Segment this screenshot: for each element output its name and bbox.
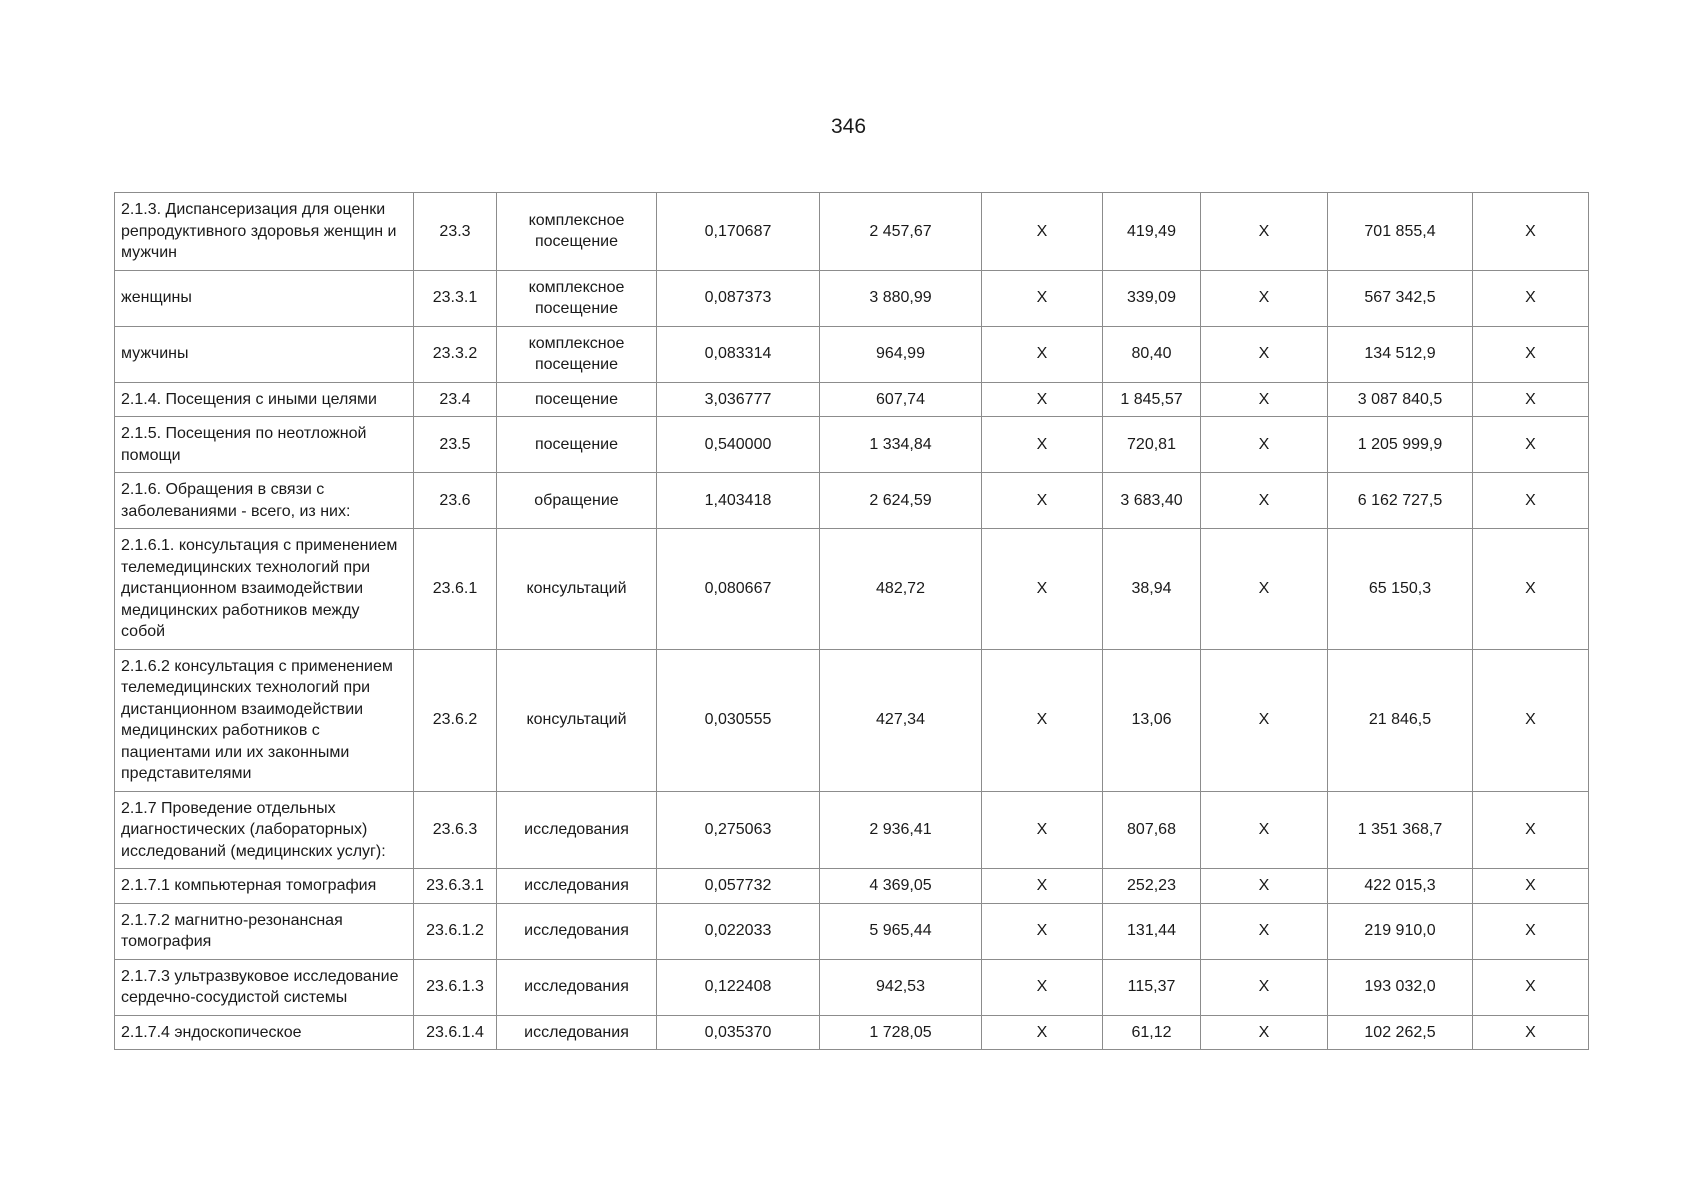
row-name-cell: 2.1.7 Проведение отдельных диагностических (лабораторных) исследований (медицинских услуг):: [115, 791, 414, 869]
row-x-marker-cell: X: [982, 1015, 1103, 1050]
table-row: [115, 959, 1589, 1015]
row-x-marker-cell: X: [1473, 903, 1589, 959]
row-x-marker-cell: X: [1201, 270, 1328, 326]
row-per-capita-cell: 720,81: [1103, 417, 1201, 473]
row-x-marker-cell: X: [1473, 193, 1589, 271]
table-row: [115, 529, 1589, 650]
row-code-cell: 23.6.2: [414, 649, 497, 791]
row-unit-cell: консультаций: [497, 649, 657, 791]
row-x-marker-cell: X: [1201, 382, 1328, 417]
row-unit-cell: консультаций: [497, 529, 657, 650]
row-name-cell: 2.1.7.1 компьютерная томография: [115, 869, 414, 904]
row-cost-cell: 1 334,84: [820, 417, 982, 473]
row-x-marker-cell: X: [982, 959, 1103, 1015]
page-number: 346: [830, 115, 867, 138]
row-unit-cell: посещение: [497, 382, 657, 417]
row-total-cell: 1 205 999,9: [1328, 417, 1473, 473]
row-x-marker-cell: X: [1201, 649, 1328, 791]
row-code-cell: 23.5: [414, 417, 497, 473]
row-x-marker-cell: X: [1473, 869, 1589, 904]
row-unit-cell: комплексное посещение: [497, 193, 657, 271]
medical-care-table: [114, 192, 1589, 1050]
row-code-cell: 23.3.2: [414, 326, 497, 382]
table-row: [115, 649, 1589, 791]
table-row: [115, 382, 1589, 417]
row-name-cell: 2.1.4. Посещения с иными целями: [115, 382, 414, 417]
row-x-marker-cell: X: [982, 791, 1103, 869]
row-name-cell: женщины: [115, 270, 414, 326]
row-cost-cell: 942,53: [820, 959, 982, 1015]
row-unit-cell: комплексное посещение: [497, 270, 657, 326]
row-per-capita-cell: 252,23: [1103, 869, 1201, 904]
row-name-cell: 2.1.7.3 ультразвуковое исследование сердечно-сосудистой системы: [115, 959, 414, 1015]
row-unit-cell: исследования: [497, 903, 657, 959]
row-name-cell: 2.1.7.2 магнитно-резонансная томография: [115, 903, 414, 959]
row-x-marker-cell: X: [1473, 791, 1589, 869]
row-x-marker-cell: X: [1473, 959, 1589, 1015]
row-name-cell: мужчины: [115, 326, 414, 382]
row-x-marker-cell: X: [982, 382, 1103, 417]
row-code-cell: 23.4: [414, 382, 497, 417]
row-per-capita-cell: 131,44: [1103, 903, 1201, 959]
row-norm-cell: 0,087373: [657, 270, 820, 326]
row-cost-cell: 1 728,05: [820, 1015, 982, 1050]
row-norm-cell: 0,540000: [657, 417, 820, 473]
row-norm-cell: 0,035370: [657, 1015, 820, 1050]
row-x-marker-cell: X: [1473, 1015, 1589, 1050]
row-cost-cell: 427,34: [820, 649, 982, 791]
row-code-cell: 23.6.3: [414, 791, 497, 869]
row-norm-cell: 0,275063: [657, 791, 820, 869]
row-per-capita-cell: 61,12: [1103, 1015, 1201, 1050]
row-unit-cell: обращение: [497, 473, 657, 529]
row-unit-cell: исследования: [497, 869, 657, 904]
row-code-cell: 23.6.1.3: [414, 959, 497, 1015]
row-x-marker-cell: X: [1473, 326, 1589, 382]
row-code-cell: 23.6.3.1: [414, 869, 497, 904]
row-total-cell: 134 512,9: [1328, 326, 1473, 382]
row-cost-cell: 2 457,67: [820, 193, 982, 271]
row-cost-cell: 4 369,05: [820, 869, 982, 904]
row-per-capita-cell: 807,68: [1103, 791, 1201, 869]
row-cost-cell: 2 936,41: [820, 791, 982, 869]
row-code-cell: 23.6: [414, 473, 497, 529]
row-cost-cell: 3 880,99: [820, 270, 982, 326]
row-name-cell: 2.1.6.2 консультация с применением телемедицинских технологий при дистанционном взаимодействии медицинских работников с пациентами или их законными представителями: [115, 649, 414, 791]
row-x-marker-cell: X: [982, 473, 1103, 529]
row-x-marker-cell: X: [1473, 270, 1589, 326]
row-x-marker-cell: X: [1201, 869, 1328, 904]
row-total-cell: 6 162 727,5: [1328, 473, 1473, 529]
row-cost-cell: 5 965,44: [820, 903, 982, 959]
row-per-capita-cell: 80,40: [1103, 326, 1201, 382]
row-code-cell: 23.6.1.2: [414, 903, 497, 959]
row-per-capita-cell: 419,49: [1103, 193, 1201, 271]
row-x-marker-cell: X: [1473, 417, 1589, 473]
row-cost-cell: 964,99: [820, 326, 982, 382]
row-total-cell: 21 846,5: [1328, 649, 1473, 791]
row-cost-cell: 2 624,59: [820, 473, 982, 529]
row-per-capita-cell: 1 845,57: [1103, 382, 1201, 417]
table-row: [115, 417, 1589, 473]
row-unit-cell: посещение: [497, 417, 657, 473]
table-row: [115, 1015, 1589, 1050]
table-row: [115, 473, 1589, 529]
row-x-marker-cell: X: [1201, 1015, 1328, 1050]
row-norm-cell: 3,036777: [657, 382, 820, 417]
row-x-marker-cell: X: [1201, 903, 1328, 959]
row-name-cell: 2.1.5. Посещения по неотложной помощи: [115, 417, 414, 473]
row-per-capita-cell: 3 683,40: [1103, 473, 1201, 529]
row-name-cell: 2.1.6.1. консультация с применением телемедицинских технологий при дистанционном взаимодействии медицинских работников между собой: [115, 529, 414, 650]
row-name-cell: 2.1.7.4 эндоскопическое: [115, 1015, 414, 1050]
row-x-marker-cell: X: [982, 193, 1103, 271]
row-x-marker-cell: X: [982, 529, 1103, 650]
row-x-marker-cell: X: [982, 326, 1103, 382]
row-x-marker-cell: X: [1473, 529, 1589, 650]
row-unit-cell: исследования: [497, 791, 657, 869]
row-norm-cell: 0,170687: [657, 193, 820, 271]
table-row: [115, 869, 1589, 904]
row-x-marker-cell: X: [1201, 417, 1328, 473]
row-x-marker-cell: X: [982, 649, 1103, 791]
row-norm-cell: 0,022033: [657, 903, 820, 959]
row-x-marker-cell: X: [982, 869, 1103, 904]
table-row: [115, 903, 1589, 959]
row-total-cell: 3 087 840,5: [1328, 382, 1473, 417]
row-x-marker-cell: X: [1201, 791, 1328, 869]
row-cost-cell: 607,74: [820, 382, 982, 417]
row-x-marker-cell: X: [1201, 326, 1328, 382]
row-per-capita-cell: 38,94: [1103, 529, 1201, 650]
row-norm-cell: 0,122408: [657, 959, 820, 1015]
row-norm-cell: 0,083314: [657, 326, 820, 382]
row-name-cell: 2.1.3. Диспансеризация для оценки репродуктивного здоровья женщин и мужчин: [115, 193, 414, 271]
row-name-cell: 2.1.6. Обращения в связи с заболеваниями - всего, из них:: [115, 473, 414, 529]
row-code-cell: 23.3.1: [414, 270, 497, 326]
row-x-marker-cell: X: [982, 903, 1103, 959]
row-x-marker-cell: X: [1201, 959, 1328, 1015]
row-code-cell: 23.6.1.4: [414, 1015, 497, 1050]
row-unit-cell: комплексное посещение: [497, 326, 657, 382]
row-total-cell: 219 910,0: [1328, 903, 1473, 959]
row-x-marker-cell: X: [1201, 473, 1328, 529]
row-norm-cell: 0,030555: [657, 649, 820, 791]
table-row: [115, 791, 1589, 869]
table-row: [115, 193, 1589, 271]
row-total-cell: 193 032,0: [1328, 959, 1473, 1015]
row-unit-cell: исследования: [497, 959, 657, 1015]
row-x-marker-cell: X: [982, 417, 1103, 473]
row-code-cell: 23.3: [414, 193, 497, 271]
row-code-cell: 23.6.1: [414, 529, 497, 650]
row-x-marker-cell: X: [1201, 193, 1328, 271]
row-x-marker-cell: X: [1473, 649, 1589, 791]
row-x-marker-cell: X: [1473, 473, 1589, 529]
table-row: [115, 270, 1589, 326]
row-x-marker-cell: X: [1473, 382, 1589, 417]
row-total-cell: 422 015,3: [1328, 869, 1473, 904]
row-total-cell: 567 342,5: [1328, 270, 1473, 326]
row-unit-cell: исследования: [497, 1015, 657, 1050]
row-per-capita-cell: 115,37: [1103, 959, 1201, 1015]
row-norm-cell: 0,080667: [657, 529, 820, 650]
row-total-cell: 1 351 368,7: [1328, 791, 1473, 869]
row-per-capita-cell: 339,09: [1103, 270, 1201, 326]
row-per-capita-cell: 13,06: [1103, 649, 1201, 791]
row-total-cell: 102 262,5: [1328, 1015, 1473, 1050]
table-body: [115, 193, 1589, 1050]
row-total-cell: 701 855,4: [1328, 193, 1473, 271]
row-x-marker-cell: X: [982, 270, 1103, 326]
row-total-cell: 65 150,3: [1328, 529, 1473, 650]
row-x-marker-cell: X: [1201, 529, 1328, 650]
table-row: [115, 326, 1589, 382]
row-norm-cell: 1,403418: [657, 473, 820, 529]
row-cost-cell: 482,72: [820, 529, 982, 650]
row-norm-cell: 0,057732: [657, 869, 820, 904]
